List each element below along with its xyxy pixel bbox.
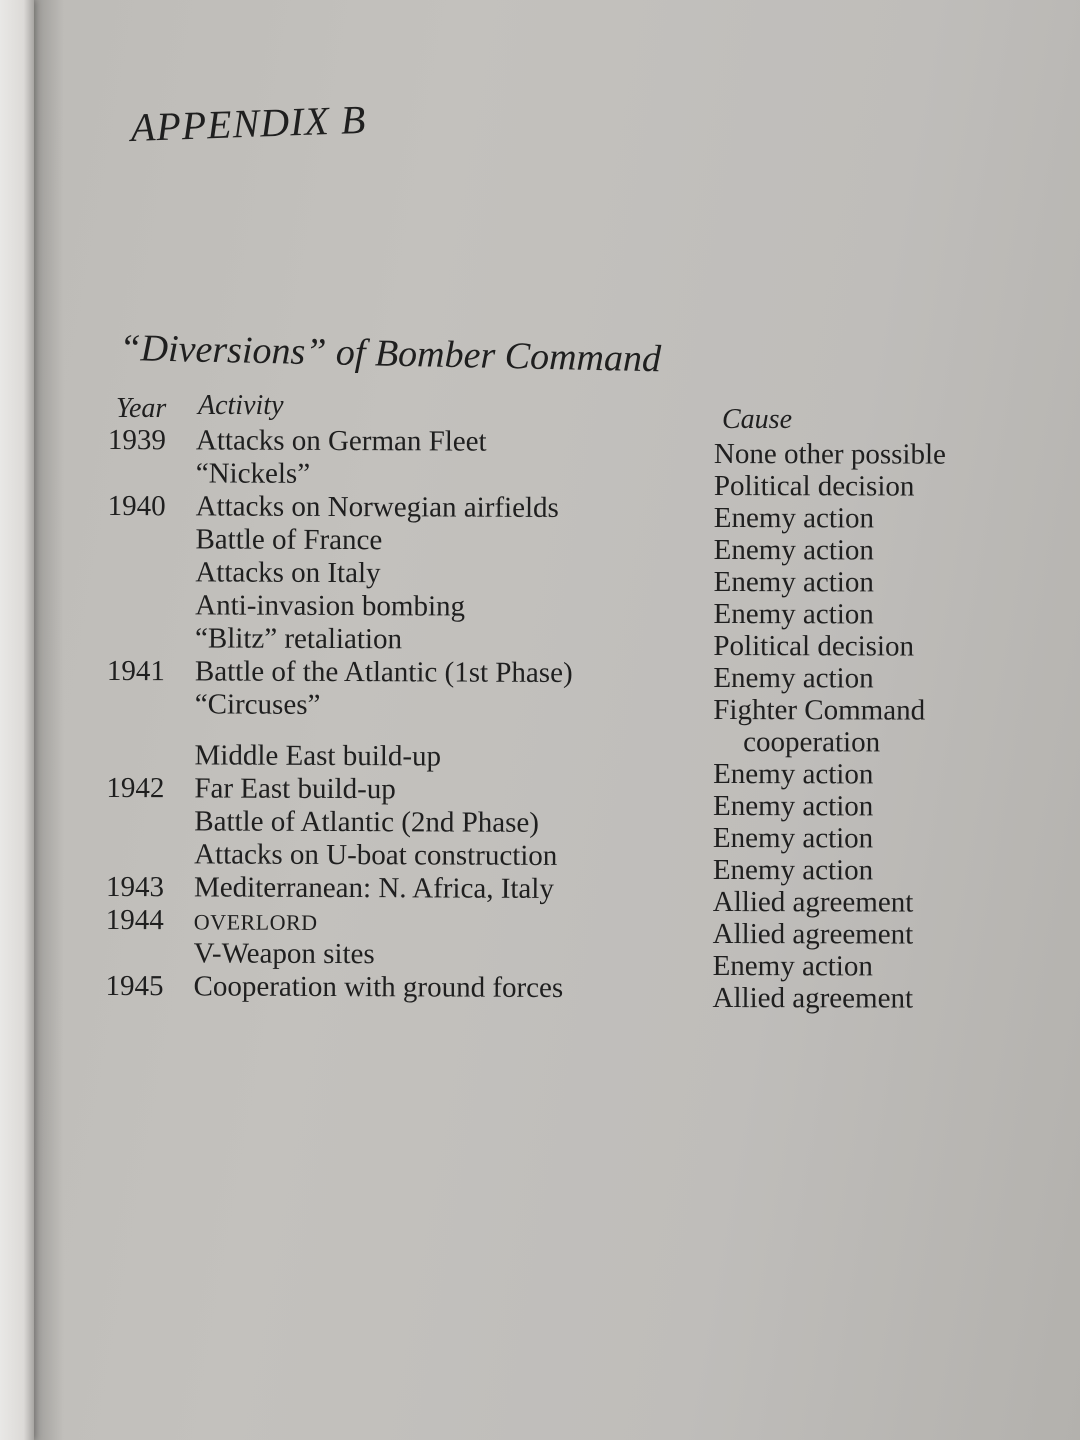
activity-cell: V-Weapon sites — [193, 937, 375, 971]
table-row — [108, 457, 628, 492]
table-row — [107, 688, 627, 741]
table-row — [106, 805, 626, 840]
cause-cell: Enemy action — [712, 853, 874, 887]
gutter-shadow — [34, 0, 64, 1440]
table-row — [107, 523, 627, 558]
activity-cell: “Circuses” — [194, 688, 321, 721]
table-row — [108, 424, 628, 459]
table-row — [108, 490, 628, 525]
table-row — [106, 838, 626, 873]
activity-cell: Battle of France — [195, 523, 383, 557]
year-cell: 1940 — [107, 489, 166, 523]
activity-cell: Far East build-up — [194, 772, 396, 806]
cause-cell: Political decision — [713, 469, 915, 503]
activity-cell: Anti-invasion bombing — [195, 589, 466, 623]
activity-cell: Attacks on Italy — [195, 556, 381, 590]
section-title: “Diversions” of Bomber Command — [119, 326, 662, 381]
table-row — [106, 871, 626, 906]
previous-page-edge — [0, 0, 34, 1440]
activity-cell: Mediterranean: N. Africa, Italy — [193, 871, 554, 905]
cause-cell: Enemy action — [713, 565, 874, 599]
year-cell: 1944 — [105, 903, 164, 937]
year-cell: 1943 — [105, 870, 165, 904]
cause-cell: Enemy action — [712, 789, 874, 823]
year-cell: 1945 — [105, 969, 164, 1003]
cause-cell: Enemy action — [713, 597, 874, 631]
year-cell: 1941 — [106, 654, 165, 688]
cause-cell: Allied agreement — [712, 917, 914, 951]
cause-list — [712, 438, 1044, 1015]
cause-cell: Enemy action — [713, 533, 875, 567]
cause-cell: Enemy action — [713, 661, 874, 695]
table-row — [106, 772, 626, 807]
table-row — [105, 970, 625, 1005]
cause-cell: Enemy action — [712, 949, 873, 983]
cause-cell: None other possible — [713, 438, 946, 471]
cause-cell: Allied agreement — [712, 885, 914, 919]
table-row — [107, 589, 627, 624]
cause-cell: Enemy action — [713, 757, 874, 791]
cause-cell: Allied agreement — [712, 981, 914, 1015]
column-header-cause: Cause — [722, 404, 792, 435]
activity-cell: “Blitz” retaliation — [194, 622, 403, 656]
cause-cell: Political decision — [713, 629, 915, 663]
table-row — [106, 904, 626, 939]
activity-cell: OVERLORD — [193, 909, 318, 935]
activity-cell: “Nickels” — [195, 457, 311, 490]
activity-cell: Battle of the Atlantic (1st Phase) — [194, 655, 573, 690]
year-activity-list — [105, 424, 628, 1005]
activity-cell: Cooperation with ground forces — [193, 970, 564, 1004]
activity-cell: Battle of Atlantic (2nd Phase) — [194, 805, 540, 839]
year-cell: 1939 — [107, 424, 166, 457]
column-header-activity: Activity — [198, 390, 284, 421]
activity-cell: Middle East build-up — [194, 739, 442, 773]
activity-cell: Attacks on U-boat construction — [194, 838, 558, 872]
table-row — [106, 739, 626, 774]
appendix-heading: APPENDIX B — [130, 96, 367, 150]
activity-cell: Attacks on Norwegian airfields — [195, 490, 559, 524]
column-header-year: Year — [116, 393, 167, 424]
year-cell: 1942 — [106, 771, 165, 805]
table-row — [106, 937, 626, 972]
cause-cell: cooperation — [743, 726, 881, 759]
table-row — [107, 556, 627, 591]
table-row — [107, 655, 627, 690]
activity-cell: Attacks on German Fleet — [195, 424, 487, 458]
cause-cell: Fighter Command — [713, 693, 926, 727]
cause-cell: Enemy action — [713, 501, 875, 535]
cause-cell: Enemy action — [712, 821, 874, 855]
table-row — [107, 622, 627, 657]
